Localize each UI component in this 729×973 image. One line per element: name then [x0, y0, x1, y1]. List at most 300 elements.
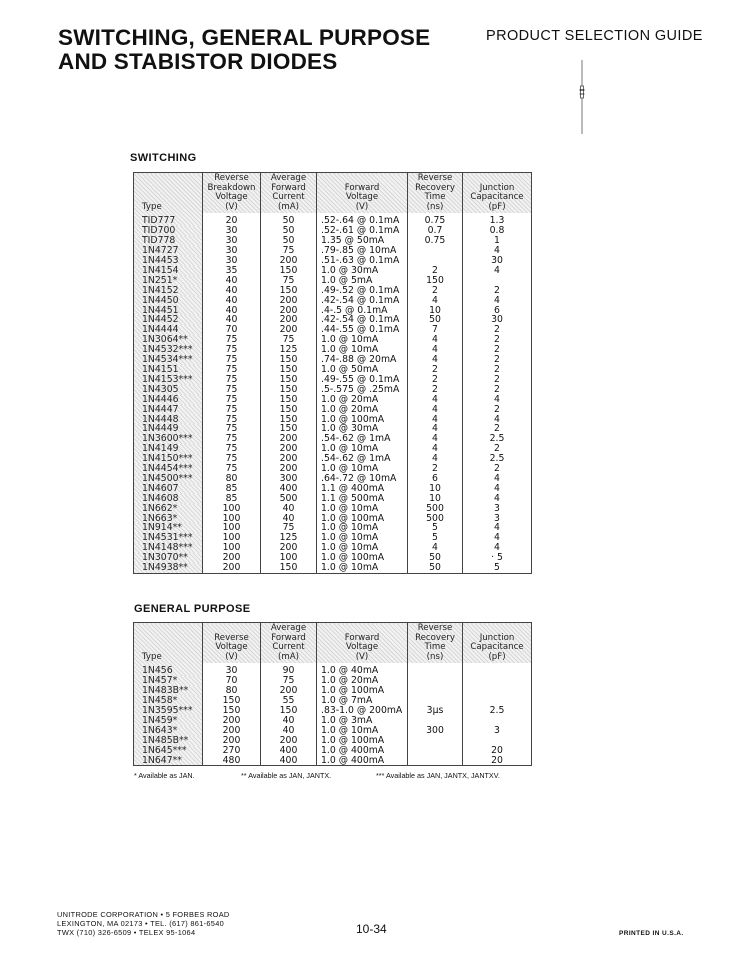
- switching-cell-type: 1N4607: [134, 484, 203, 494]
- general-purpose-cell-forward-voltage: 1.0 @ 40mA: [317, 663, 408, 676]
- general-purpose-header-recovery-time: Reverse Recovery Time (ns): [408, 623, 463, 664]
- switching-cell-recovery-time: 6: [408, 474, 463, 484]
- switching-cell-voltage: 75: [203, 355, 261, 365]
- switching-cell-capacitance: 4: [463, 533, 532, 543]
- switching-cell-capacitance: 2: [463, 286, 532, 296]
- switching-cell-type: 1N3600***: [134, 434, 203, 444]
- general-purpose-cell-voltage: 80: [203, 686, 261, 696]
- switching-cell-capacitance: 4: [463, 474, 532, 484]
- switching-cell-capacitance: 4: [463, 484, 532, 494]
- switching-cell-voltage: 75: [203, 385, 261, 395]
- page-title: [58, 26, 430, 74]
- switching-cell-forward-voltage: 1.1 @ 400mA: [317, 484, 408, 494]
- switching-cell-forward-voltage: .49-.55 @ 0.1mA: [317, 375, 408, 385]
- switching-cell-capacitance: 4: [463, 395, 532, 405]
- switching-cell-capacitance: 30: [463, 256, 532, 266]
- switching-header-row: [134, 173, 532, 214]
- switching-cell-voltage: 40: [203, 315, 261, 325]
- switching-cell-type: 1N4150***: [134, 454, 203, 464]
- switching-cell-type: 1N4152: [134, 286, 203, 296]
- switching-cell-capacitance: 5: [463, 563, 532, 573]
- switching-cell-recovery-time: 7: [408, 325, 463, 335]
- switching-cell-forward-voltage: 1.0 @ 100mA: [317, 514, 408, 524]
- switching-cell-recovery-time: 0.75: [408, 236, 463, 246]
- switching-cell-type: 1N4444: [134, 325, 203, 335]
- switching-cell-forward-voltage: .54-.62 @ 1mA: [317, 454, 408, 464]
- switching-cell-type: 1N4446: [134, 395, 203, 405]
- footnote-jantx: ** Available as JAN, JANTX.: [241, 771, 332, 780]
- switching-cell-current: 125: [261, 345, 317, 355]
- switching-cell-voltage: 75: [203, 415, 261, 425]
- switching-cell-capacitance: 3: [463, 504, 532, 514]
- switching-cell-type: 1N4148***: [134, 543, 203, 553]
- switching-cell-capacitance: 2: [463, 385, 532, 395]
- switching-cell-capacitance: 2: [463, 355, 532, 365]
- switching-cell-current: 150: [261, 405, 317, 415]
- general-purpose-cell-current: 200: [261, 686, 317, 696]
- switching-cell-current: 150: [261, 385, 317, 395]
- general-purpose-cell-voltage: 480: [203, 756, 261, 766]
- switching-cell-voltage: 30: [203, 246, 261, 256]
- switching-cell-capacitance: 4: [463, 246, 532, 256]
- switching-cell-recovery-time: 150: [408, 276, 463, 286]
- general-purpose-cell-type: 1N483B**: [134, 686, 203, 696]
- switching-cell-recovery-time: 0.7: [408, 226, 463, 236]
- switching-cell-type: 1N4453: [134, 256, 203, 266]
- switching-cell-type: 1N663*: [134, 514, 203, 524]
- switching-cell-voltage: 35: [203, 266, 261, 276]
- switching-cell-capacitance: 4: [463, 296, 532, 306]
- switching-cell-recovery-time: 4: [408, 444, 463, 454]
- switching-cell-current: 150: [261, 355, 317, 365]
- switching-cell-current: 200: [261, 296, 317, 306]
- address-line-2: LEXINGTON, MA 02173 • TEL. (617) 861-6540: [57, 919, 225, 928]
- switching-cell-forward-voltage: .44-.55 @ 0.1mA: [317, 325, 408, 335]
- switching-cell-type: 1N4153***: [134, 375, 203, 385]
- switching-cell-recovery-time: 2: [408, 385, 463, 395]
- switching-cell-type: 1N4151: [134, 365, 203, 375]
- switching-cell-recovery-time: 4: [408, 405, 463, 415]
- switching-cell-recovery-time: 50: [408, 315, 463, 325]
- switching-cell-voltage: 100: [203, 533, 261, 543]
- general-purpose-cell-recovery-time: [408, 663, 463, 676]
- general-purpose-header-capacitance: Junction Capacitance (pF): [463, 623, 532, 664]
- general-purpose-cell-voltage: 150: [203, 696, 261, 706]
- switching-cell-type: TID778: [134, 236, 203, 246]
- switching-cell-current: 75: [261, 246, 317, 256]
- general-purpose-cell-capacitance: 20: [463, 756, 532, 766]
- switching-cell-voltage: 80: [203, 474, 261, 484]
- switching-cell-forward-voltage: 1.0 @ 10mA: [317, 345, 408, 355]
- switching-header-current: Average Forward Current (mA): [261, 173, 317, 214]
- general-purpose-cell-forward-voltage: 1.0 @ 400mA: [317, 746, 408, 756]
- switching-body: [134, 213, 532, 573]
- footnote-jan: * Available as JAN.: [134, 771, 195, 780]
- switching-cell-current: 150: [261, 395, 317, 405]
- switching-cell-recovery-time: 2: [408, 266, 463, 276]
- switching-cell-capacitance: 6: [463, 306, 532, 316]
- switching-row: [134, 563, 532, 573]
- switching-cell-type: 1N4149: [134, 444, 203, 454]
- switching-cell-capacitance: 2: [463, 405, 532, 415]
- switching-cell-voltage: 20: [203, 213, 261, 226]
- address-line-3: TWX (710) 326-6509 • TELEX 95-1064: [57, 928, 196, 937]
- switching-cell-voltage: 40: [203, 276, 261, 286]
- general-purpose-cell-current: 75: [261, 676, 317, 686]
- general-purpose-cell-current: 150: [261, 706, 317, 716]
- switching-cell-capacitance: 4: [463, 543, 532, 553]
- general-purpose-cell-type: 1N643*: [134, 726, 203, 736]
- switching-cell-voltage: 100: [203, 523, 261, 533]
- general-purpose-cell-type: 1N456: [134, 663, 203, 676]
- switching-cell-voltage: 40: [203, 296, 261, 306]
- general-purpose-cell-type: 1N485B**: [134, 736, 203, 746]
- switching-cell-voltage: 85: [203, 494, 261, 504]
- switching-cell-current: 40: [261, 504, 317, 514]
- switching-cell-forward-voltage: 1.0 @ 10mA: [317, 504, 408, 514]
- switching-cell-type: 1N4154: [134, 266, 203, 276]
- switching-cell-forward-voltage: 1.0 @ 10mA: [317, 335, 408, 345]
- general-purpose-row: [134, 756, 532, 766]
- switching-cell-forward-voltage: 1.0 @ 100mA: [317, 415, 408, 425]
- general-purpose-cell-forward-voltage: 1.0 @ 7mA: [317, 696, 408, 706]
- general-purpose-header-forward-voltage: Forward Voltage (V): [317, 623, 408, 664]
- general-purpose-cell-current: 400: [261, 746, 317, 756]
- switching-cell-type: 1N4450: [134, 296, 203, 306]
- switching-cell-current: 500: [261, 494, 317, 504]
- switching-cell-current: 75: [261, 523, 317, 533]
- general-purpose-header-current: Average Forward Current (mA): [261, 623, 317, 664]
- switching-cell-current: 200: [261, 454, 317, 464]
- switching-cell-capacitance: 2.5: [463, 454, 532, 464]
- general-purpose-cell-type: 1N458*: [134, 696, 203, 706]
- switching-cell-forward-voltage: .54-.62 @ 1mA: [317, 434, 408, 444]
- switching-cell-voltage: 30: [203, 236, 261, 246]
- switching-cell-forward-voltage: .4-.5 @ 0.1mA: [317, 306, 408, 316]
- switching-table: [133, 172, 532, 574]
- switching-cell-recovery-time: 4: [408, 424, 463, 434]
- switching-cell-capacitance: 3: [463, 514, 532, 524]
- switching-cell-voltage: 75: [203, 434, 261, 444]
- general-purpose-body: [134, 663, 532, 766]
- switching-cell-recovery-time: 5: [408, 533, 463, 543]
- general-purpose-cell-type: 1N647**: [134, 756, 203, 766]
- switching-cell-current: 400: [261, 484, 317, 494]
- switching-cell-capacitance: 2: [463, 335, 532, 345]
- switching-row: [134, 405, 532, 415]
- general-purpose-cell-capacitance: [463, 686, 532, 696]
- switching-cell-current: 200: [261, 306, 317, 316]
- switching-cell-forward-voltage: .79-.85 @ 10mA: [317, 246, 408, 256]
- general-purpose-cell-voltage: 30: [203, 663, 261, 676]
- switching-cell-recovery-time: 2: [408, 375, 463, 385]
- switching-cell-recovery-time: 4: [408, 415, 463, 425]
- switching-cell-recovery-time: 0.75: [408, 213, 463, 226]
- switching-cell-recovery-time: 4: [408, 395, 463, 405]
- switching-cell-capacitance: 2: [463, 444, 532, 454]
- switching-cell-capacitance: 0.8: [463, 226, 532, 236]
- switching-cell-current: 150: [261, 286, 317, 296]
- switching-cell-recovery-time: 2: [408, 464, 463, 474]
- switching-cell-capacitance: 4: [463, 415, 532, 425]
- general-purpose-cell-recovery-time: 300: [408, 726, 463, 736]
- switching-header-forward-voltage: Forward Voltage (V): [317, 173, 408, 214]
- switching-cell-recovery-time: 500: [408, 504, 463, 514]
- switching-cell-type: 1N4305: [134, 385, 203, 395]
- general-purpose-cell-forward-voltage: 1.0 @ 400mA: [317, 756, 408, 766]
- switching-cell-voltage: 100: [203, 514, 261, 524]
- switching-cell-current: 200: [261, 325, 317, 335]
- switching-cell-voltage: 75: [203, 335, 261, 345]
- general-purpose-header-voltage: Reverse Voltage (V): [203, 623, 261, 664]
- switching-cell-forward-voltage: 1.0 @ 50mA: [317, 365, 408, 375]
- general-purpose-cell-capacitance: 2.5: [463, 706, 532, 716]
- switching-cell-recovery-time: 4: [408, 345, 463, 355]
- switching-cell-voltage: 75: [203, 365, 261, 375]
- switching-cell-capacitance: · 5: [463, 553, 532, 563]
- switching-cell-capacitance: 2.5: [463, 434, 532, 444]
- switching-cell-forward-voltage: 1.0 @ 10mA: [317, 464, 408, 474]
- switching-cell-recovery-time: 4: [408, 355, 463, 365]
- switching-cell-voltage: 75: [203, 454, 261, 464]
- general-purpose-cell-forward-voltage: 1.0 @ 10mA: [317, 726, 408, 736]
- switching-header-capacitance: Junction Capacitance (pF): [463, 173, 532, 214]
- switching-cell-type: 1N4938**: [134, 563, 203, 573]
- printed-in-usa: PRINTED IN U.S.A.: [619, 930, 684, 937]
- general-purpose-cell-type: 1N645***: [134, 746, 203, 756]
- switching-cell-recovery-time: 10: [408, 494, 463, 504]
- switching-cell-recovery-time: 4: [408, 454, 463, 464]
- switching-cell-recovery-time: 4: [408, 434, 463, 444]
- switching-cell-recovery-time: 4: [408, 335, 463, 345]
- switching-cell-type: 1N4532***: [134, 345, 203, 355]
- switching-cell-recovery-time: 50: [408, 563, 463, 573]
- switching-cell-current: 125: [261, 533, 317, 543]
- switching-cell-current: 100: [261, 553, 317, 563]
- switching-cell-type: 1N4448: [134, 415, 203, 425]
- general-purpose-heading: GENERAL PURPOSE: [134, 603, 251, 615]
- switching-cell-type: 1N4500***: [134, 474, 203, 484]
- general-purpose-cell-voltage: 200: [203, 726, 261, 736]
- switching-cell-forward-voltage: .51-.63 @ 0.1mA: [317, 256, 408, 266]
- switching-cell-current: 300: [261, 474, 317, 484]
- switching-cell-recovery-time: 10: [408, 484, 463, 494]
- product-selection-guide-label: PRODUCT SELECTION GUIDE: [486, 28, 703, 44]
- switching-cell-voltage: 200: [203, 553, 261, 563]
- general-purpose-cell-current: 40: [261, 726, 317, 736]
- switching-cell-type: 1N3070**: [134, 553, 203, 563]
- switching-cell-current: 200: [261, 434, 317, 444]
- switching-cell-type: 1N4531***: [134, 533, 203, 543]
- switching-cell-forward-voltage: 1.0 @ 10mA: [317, 533, 408, 543]
- general-purpose-cell-capacitance: [463, 676, 532, 686]
- switching-cell-recovery-time: 4: [408, 296, 463, 306]
- switching-cell-voltage: 40: [203, 286, 261, 296]
- general-purpose-cell-capacitance: [463, 663, 532, 676]
- general-purpose-cell-current: 400: [261, 756, 317, 766]
- general-purpose-table: [133, 622, 532, 766]
- footnote-jantxv: *** Available as JAN, JANTX, JANTXV.: [376, 771, 500, 780]
- switching-cell-forward-voltage: 1.0 @ 10mA: [317, 543, 408, 553]
- switching-cell-recovery-time: 10: [408, 306, 463, 316]
- switching-cell-forward-voltage: .52-.61 @ 0.1mA: [317, 226, 408, 236]
- general-purpose-cell-voltage: 150: [203, 706, 261, 716]
- switching-cell-forward-voltage: 1.0 @ 30mA: [317, 266, 408, 276]
- switching-header-type: Type: [134, 173, 203, 214]
- switching-cell-forward-voltage: 1.35 @ 50mA: [317, 236, 408, 246]
- general-purpose-header-row: [134, 623, 532, 664]
- switching-cell-current: 50: [261, 236, 317, 246]
- switching-cell-capacitance: 30: [463, 315, 532, 325]
- general-purpose-header-type: Type: [134, 623, 203, 664]
- switching-cell-current: 150: [261, 365, 317, 375]
- switching-cell-capacitance: 4: [463, 494, 532, 504]
- switching-cell-current: 50: [261, 226, 317, 236]
- switching-heading: SWITCHING: [130, 152, 197, 164]
- switching-cell-forward-voltage: 1.0 @ 30mA: [317, 424, 408, 434]
- switching-cell-current: 200: [261, 464, 317, 474]
- switching-cell-recovery-time: 2: [408, 286, 463, 296]
- general-purpose-cell-voltage: 270: [203, 746, 261, 756]
- general-purpose-cell-forward-voltage: 1.0 @ 3mA: [317, 716, 408, 726]
- switching-cell-type: 1N4534***: [134, 355, 203, 365]
- switching-cell-capacitance: 4: [463, 266, 532, 276]
- switching-cell-forward-voltage: .64-.72 @ 10mA: [317, 474, 408, 484]
- general-purpose-cell-recovery-time: 3μs: [408, 706, 463, 716]
- general-purpose-cell-type: 1N3595***: [134, 706, 203, 716]
- switching-cell-forward-voltage: .42-.54 @ 0.1mA: [317, 296, 408, 306]
- switching-cell-voltage: 40: [203, 306, 261, 316]
- switching-cell-type: 1N4449: [134, 424, 203, 434]
- switching-cell-voltage: 75: [203, 444, 261, 454]
- switching-cell-voltage: 30: [203, 256, 261, 266]
- switching-cell-forward-voltage: .52-.64 @ 0.1mA: [317, 213, 408, 226]
- switching-cell-voltage: 75: [203, 405, 261, 415]
- switching-cell-forward-voltage: .49-.52 @ 0.1mA: [317, 286, 408, 296]
- switching-cell-current: 50: [261, 213, 317, 226]
- switching-cell-current: 75: [261, 276, 317, 286]
- switching-cell-type: 1N4454***: [134, 464, 203, 474]
- switching-cell-current: 200: [261, 256, 317, 266]
- switching-cell-current: 150: [261, 563, 317, 573]
- switching-cell-current: 150: [261, 375, 317, 385]
- general-purpose-cell-recovery-time: [408, 676, 463, 686]
- switching-cell-forward-voltage: 1.0 @ 20mA: [317, 395, 408, 405]
- switching-cell-capacitance: 2: [463, 424, 532, 434]
- general-purpose-cell-voltage: 200: [203, 736, 261, 746]
- general-purpose-cell-forward-voltage: 1.0 @ 20mA: [317, 676, 408, 686]
- switching-cell-voltage: 100: [203, 504, 261, 514]
- switching-cell-recovery-time: 4: [408, 543, 463, 553]
- switching-cell-current: 200: [261, 444, 317, 454]
- page-number: 10-34: [356, 922, 387, 936]
- company-address: [57, 910, 230, 937]
- switching-cell-capacitance: 2: [463, 375, 532, 385]
- general-purpose-cell-forward-voltage: 1.0 @ 100mA: [317, 686, 408, 696]
- title-line-1: SWITCHING, GENERAL PURPOSE: [58, 25, 431, 50]
- switching-cell-recovery-time: 5: [408, 523, 463, 533]
- switching-cell-voltage: 75: [203, 375, 261, 385]
- general-purpose-cell-recovery-time: [408, 756, 463, 766]
- switching-cell-type: 1N3064**: [134, 335, 203, 345]
- address-line-1: UNITRODE CORPORATION • 5 FORBES ROAD: [57, 910, 230, 919]
- switching-cell-type: 1N251*: [134, 276, 203, 286]
- general-purpose-cell-current: 40: [261, 716, 317, 726]
- switching-cell-forward-voltage: 1.0 @ 10mA: [317, 523, 408, 533]
- switching-cell-type: 1N4447: [134, 405, 203, 415]
- general-purpose-cell-voltage: 200: [203, 716, 261, 726]
- switching-cell-recovery-time: 500: [408, 514, 463, 524]
- switching-cell-type: TID700: [134, 226, 203, 236]
- switching-cell-current: 150: [261, 424, 317, 434]
- general-purpose-cell-capacitance: 3: [463, 726, 532, 736]
- switching-cell-forward-voltage: 1.1 @ 500mA: [317, 494, 408, 504]
- switching-cell-forward-voltage: 1.0 @ 5mA: [317, 276, 408, 286]
- general-purpose-cell-current: 90: [261, 663, 317, 676]
- switching-cell-recovery-time: 2: [408, 365, 463, 375]
- general-purpose-cell-type: 1N457*: [134, 676, 203, 686]
- switching-cell-forward-voltage: 1.0 @ 20mA: [317, 405, 408, 415]
- switching-cell-capacitance: 1.3: [463, 213, 532, 226]
- switching-cell-voltage: 30: [203, 226, 261, 236]
- switching-cell-voltage: 70: [203, 325, 261, 335]
- switching-cell-type: 1N4727: [134, 246, 203, 256]
- switching-cell-forward-voltage: .5-.575 @ .25mA: [317, 385, 408, 395]
- general-purpose-cell-voltage: 70: [203, 676, 261, 686]
- switching-cell-type: 1N4452: [134, 315, 203, 325]
- general-purpose-cell-forward-voltage: .83-1.0 @ 200mA: [317, 706, 408, 716]
- general-purpose-cell-current: 55: [261, 696, 317, 706]
- switching-cell-capacitance: 2: [463, 365, 532, 375]
- switching-cell-capacitance: 1: [463, 236, 532, 246]
- title-line-2: AND STABISTOR DIODES: [58, 49, 338, 74]
- switching-cell-forward-voltage: 1.0 @ 10mA: [317, 563, 408, 573]
- switching-cell-voltage: 100: [203, 543, 261, 553]
- switching-cell-capacitance: 2: [463, 325, 532, 335]
- switching-cell-type: 1N4608: [134, 494, 203, 504]
- switching-cell-capacitance: 2: [463, 464, 532, 474]
- switching-cell-type: 1N4451: [134, 306, 203, 316]
- switching-cell-voltage: 75: [203, 464, 261, 474]
- switching-cell-voltage: 200: [203, 563, 261, 573]
- switching-cell-forward-voltage: 1.0 @ 100mA: [317, 553, 408, 563]
- switching-cell-voltage: 75: [203, 345, 261, 355]
- general-purpose-cell-forward-voltage: 1.0 @ 100mA: [317, 736, 408, 746]
- switching-cell-current: 200: [261, 543, 317, 553]
- general-purpose-cell-recovery-time: [408, 746, 463, 756]
- diode-symbol-icon: [572, 60, 592, 140]
- general-purpose-cell-capacitance: 20: [463, 746, 532, 756]
- switching-cell-recovery-time: [408, 246, 463, 256]
- switching-cell-voltage: 75: [203, 395, 261, 405]
- switching-cell-forward-voltage: 1.0 @ 10mA: [317, 444, 408, 454]
- switching-cell-type: 1N662*: [134, 504, 203, 514]
- switching-cell-voltage: 75: [203, 424, 261, 434]
- switching-cell-forward-voltage: .42-.54 @ 0.1mA: [317, 315, 408, 325]
- switching-cell-type: TID777: [134, 213, 203, 226]
- switching-cell-voltage: 85: [203, 484, 261, 494]
- switching-cell-current: 200: [261, 315, 317, 325]
- switching-header-recovery-time: Reverse Recovery Time (ns): [408, 173, 463, 214]
- general-purpose-cell-recovery-time: [408, 736, 463, 746]
- switching-header-voltage: Reverse Breakdown Voltage (V): [203, 173, 261, 214]
- switching-cell-capacitance: 2: [463, 345, 532, 355]
- general-purpose-cell-type: 1N459*: [134, 716, 203, 726]
- switching-cell-current: 150: [261, 415, 317, 425]
- switching-cell-current: 40: [261, 514, 317, 524]
- switching-cell-forward-voltage: .74-.88 @ 20mA: [317, 355, 408, 365]
- switching-cell-current: 75: [261, 335, 317, 345]
